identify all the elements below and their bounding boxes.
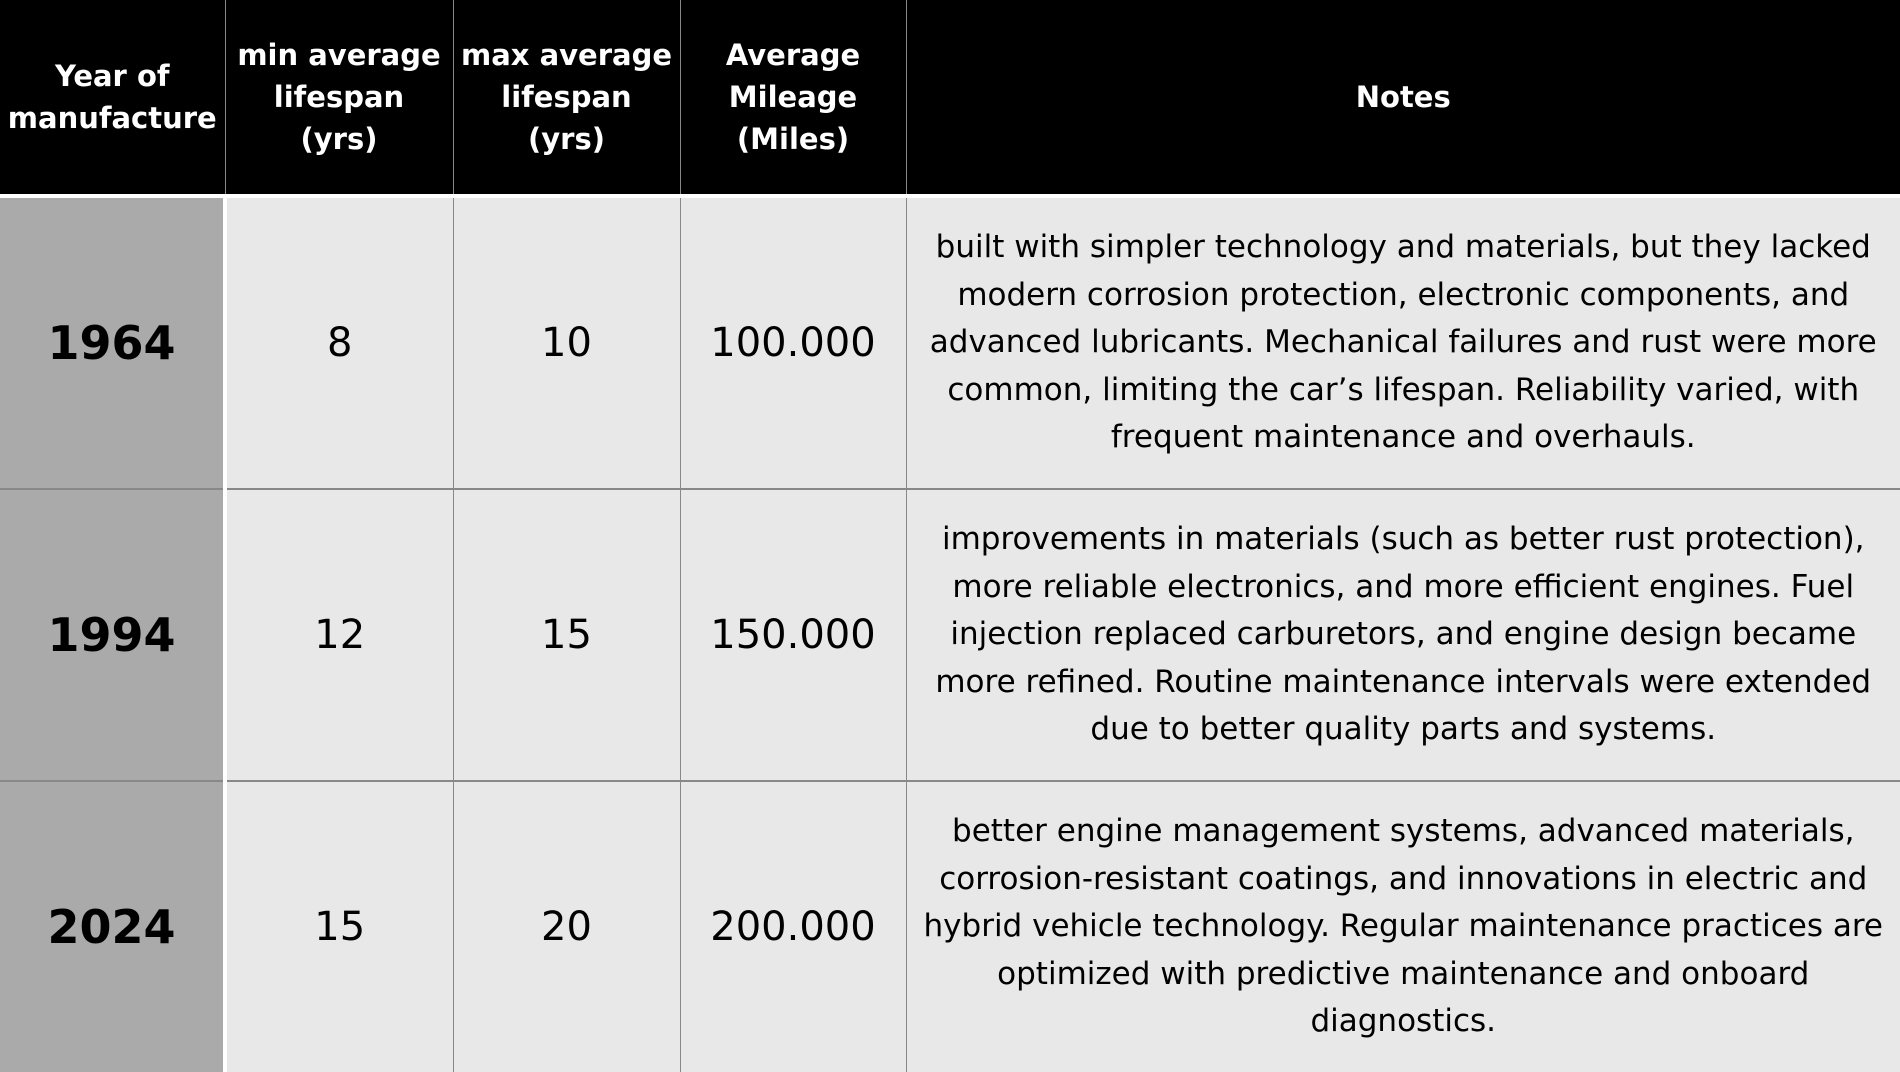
notes-cell: built with simpler technology and materials, but they lacked modern corrosion protection, electronic components, and advanced lubricants. Mechanical failures and rust were more common, limiting the car’s lifespan. Reliability varied, with frequent maintenance and overhauls.	[906, 196, 1900, 489]
mileage-cell: 100.000	[680, 196, 906, 489]
year-cell: 1994	[0, 489, 225, 781]
header-min-lifespan: min average lifespan (yrs)	[225, 0, 453, 196]
mileage-cell: 150.000	[680, 489, 906, 781]
notes-cell: improvements in materials (such as better rust protection), more reliable electronics, and more efficient engines. Fuel injection replaced carburetors, and engine design became more refined. Routine maintenance intervals were extended due to better quality parts and systems.	[906, 489, 1900, 781]
year-cell: 2024	[0, 781, 225, 1072]
min-lifespan-cell: 12	[225, 489, 453, 781]
header-row	[0, 0, 1900, 196]
header-year: Year of manufacture	[0, 0, 225, 196]
max-lifespan-cell: 15	[453, 489, 680, 781]
max-lifespan-cell: 20	[453, 781, 680, 1072]
header-notes: Notes	[906, 0, 1900, 196]
header-mileage: Average Mileage (Miles)	[680, 0, 906, 196]
mileage-cell: 200.000	[680, 781, 906, 1072]
table-row	[0, 781, 1900, 1072]
table-row	[0, 196, 1900, 489]
min-lifespan-cell: 8	[225, 196, 453, 489]
notes-cell: better engine management systems, advanced materials, corrosion-resistant coatings, and innovations in electric and hybrid vehicle technology. Regular maintenance practices are optimized with predictive maintenance and onboard diagnostics.	[906, 781, 1900, 1072]
min-lifespan-cell: 15	[225, 781, 453, 1072]
header-max-lifespan: max average lifespan (yrs)	[453, 0, 680, 196]
table-row	[0, 489, 1900, 781]
year-cell: 1964	[0, 196, 225, 489]
max-lifespan-cell: 10	[453, 196, 680, 489]
